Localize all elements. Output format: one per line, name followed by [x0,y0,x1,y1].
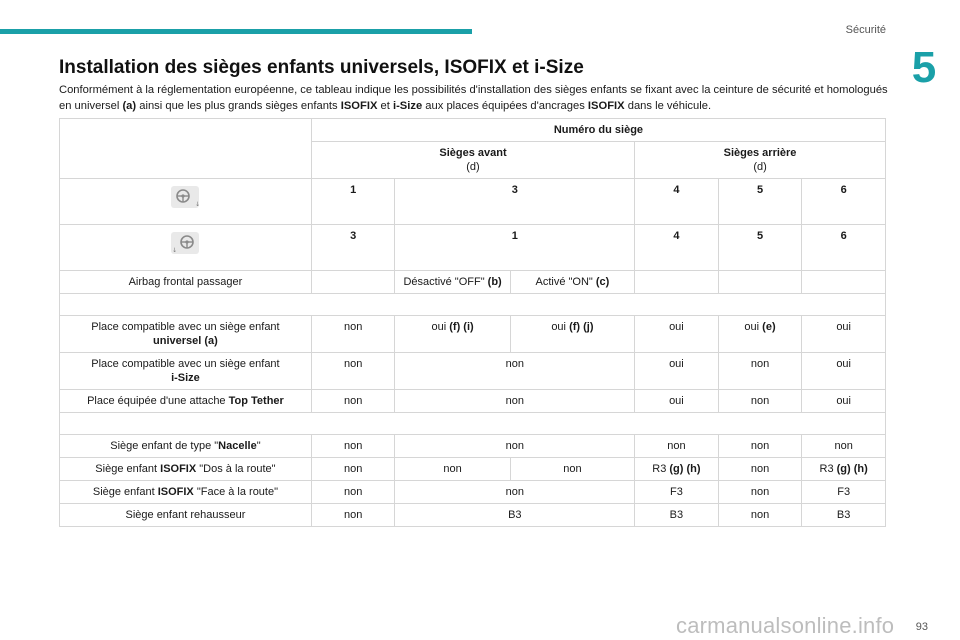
lhd-icon-cell [60,179,312,225]
airbag-off-text: Désactivé "OFF" [403,276,488,288]
table-cell: non [395,390,635,413]
row-label-text: "Dos à la route" [196,463,276,475]
table-cell: non [311,504,395,527]
table-row-isofix-forward-facing [60,481,886,504]
table-cell: non [311,481,395,504]
spacer-cell [60,413,886,435]
table-cell: F3 [802,481,886,504]
table-cell: non [311,458,395,481]
table-cell: B3 [395,504,635,527]
table-cell: non [802,435,886,458]
table-cell [510,316,634,353]
table-cell: oui [635,353,719,390]
spacer-row [60,294,886,316]
table-cell: oui [635,316,719,353]
row-label-text: Siège enfant [95,463,161,475]
seat-number: 6 [802,225,886,271]
seat-number: 4 [635,225,719,271]
seat-number: 6 [802,179,886,225]
row-label: Siège enfant rehausseur [60,504,312,527]
table-row-nacelle [60,435,886,458]
table-cell [718,271,802,294]
row-label: Airbag frontal passager [60,271,312,294]
intro-note: (a) [122,100,137,112]
intro-paragraph [59,82,891,114]
intro-term: ISOFIX [340,100,378,112]
header-empty-cell [60,119,312,179]
cell-value: R3 [819,463,837,475]
table-cell [718,316,802,353]
cell-note: (e) [762,321,776,333]
table-row [60,225,886,271]
rhd-icon-cell [60,225,312,271]
row-label-text: Place compatible avec un siège enfant [91,321,280,333]
row-label-text: Place équipée d'une attache [87,395,229,407]
seat-number: 5 [718,225,802,271]
svg-text:↓: ↓ [195,201,201,208]
front-seats-header [311,142,634,179]
intro-text: ainsi que les plus grands sièges enfants [136,100,341,112]
cell-note: (g) (h) [669,463,701,475]
row-label-text: Place compatible avec un siège enfant [91,358,280,370]
table-cell [802,458,886,481]
table-cell: non [311,353,395,390]
table-cell [311,271,395,294]
cell-value: oui [431,321,450,333]
table-cell: oui [802,390,886,413]
table-cell [635,458,719,481]
row-label [60,458,312,481]
section-label: Sécurité [845,24,886,36]
table-cell [510,271,634,294]
seat-number: 5 [718,179,802,225]
table-cell: B3 [802,504,886,527]
table-cell: non [395,481,635,504]
cell-note: (g) (h) [836,463,868,475]
row-label-text: "Face à la route" [193,486,279,498]
seat-number: 3 [311,225,395,271]
rear-seats-note: (d) [753,161,767,173]
table-cell: non [718,435,802,458]
cell-note: (f) (j) [569,321,594,333]
table-cell: oui [802,353,886,390]
airbag-on-note: (c) [595,276,610,288]
watermark: carmanualsonline.info [676,613,895,638]
table-cell: non [718,481,802,504]
rear-seats-header [635,142,886,179]
svg-text:↓: ↓ [172,247,178,254]
table-cell: non [718,504,802,527]
table-row-isofix-rear-facing [60,458,886,481]
table-cell: non [395,458,510,481]
table-cell: non [510,458,634,481]
row-label [60,390,312,413]
table-cell: non [718,458,802,481]
table-cell: oui [635,390,719,413]
table-cell: B3 [635,504,719,527]
table-row-airbag [60,271,886,294]
table-row [60,179,886,225]
row-label-bold: ISOFIX [160,463,197,475]
seat-number: 4 [635,179,719,225]
cell-value: oui [744,321,763,333]
table-row-isize [60,353,886,390]
table-cell: non [311,435,395,458]
table-cell: non [311,390,395,413]
row-label [60,316,312,353]
spacer-row [60,413,886,435]
table-cell: non [395,435,635,458]
intro-text: et [377,100,393,112]
seat-number: 1 [311,179,395,225]
table-cell: non [718,390,802,413]
row-label-bold: universel (a) [153,335,218,347]
row-label-text: Siège enfant [92,486,158,498]
airbag-off-note: (b) [487,276,502,288]
table-cell: non [635,435,719,458]
airbag-on-text: Activé "ON" [535,276,596,288]
front-seats-label: Sièges avant [439,147,507,159]
chapter-number: 5 [911,43,937,92]
table-cell [395,271,510,294]
row-label-text: " [256,440,261,452]
right-hand-drive-icon [170,231,200,255]
table-cell: oui [802,316,886,353]
row-label [60,435,312,458]
seat-number: 3 [395,179,635,225]
table-row-top-tether [60,390,886,413]
row-label-bold: ISOFIX [157,486,194,498]
seat-number-header: Numéro du siège [311,119,885,142]
spacer-cell [60,294,886,316]
cell-note: (f) (i) [449,321,474,333]
cell-value: R3 [652,463,670,475]
row-label [60,481,312,504]
table-cell: non [395,353,635,390]
table-cell: F3 [635,481,719,504]
intro-term: i-Size [392,100,423,112]
cell-value: oui [551,321,570,333]
page-number: 93 [915,621,928,633]
row-label-text: Siège enfant de type " [110,440,219,452]
table-row-booster [60,504,886,527]
header-accent-bar [0,29,472,34]
rear-seats-label: Sièges arrière [723,147,797,159]
table-cell: non [311,316,395,353]
table-row-universal [60,316,886,353]
table-header-row [60,119,886,142]
row-label-bold: i-Size [171,372,200,384]
page-title: Installation des sièges enfants universels, ISOFIX et i-Size [59,57,584,78]
intro-text: aux places équipées d'ancrages [422,100,588,112]
table-cell: non [718,353,802,390]
table-cell [802,271,886,294]
row-label [60,353,312,390]
intro-term: ISOFIX [587,100,625,112]
row-label-bold: Nacelle [218,440,257,452]
table-cell [395,316,510,353]
seat-number: 1 [395,225,635,271]
table-cell [635,271,719,294]
intro-text: Conformément à la réglementation européenne, ce tableau indique les possibilités d'installation des sièges enfants se fixant avec la ceinture de sécurité et homologués en universel [59,84,888,112]
child-seat-table [59,118,886,527]
row-label-bold: Top Tether [228,395,284,407]
intro-text: dans le véhicule. [624,100,712,112]
front-seats-note: (d) [466,161,480,173]
left-hand-drive-icon [170,185,200,209]
